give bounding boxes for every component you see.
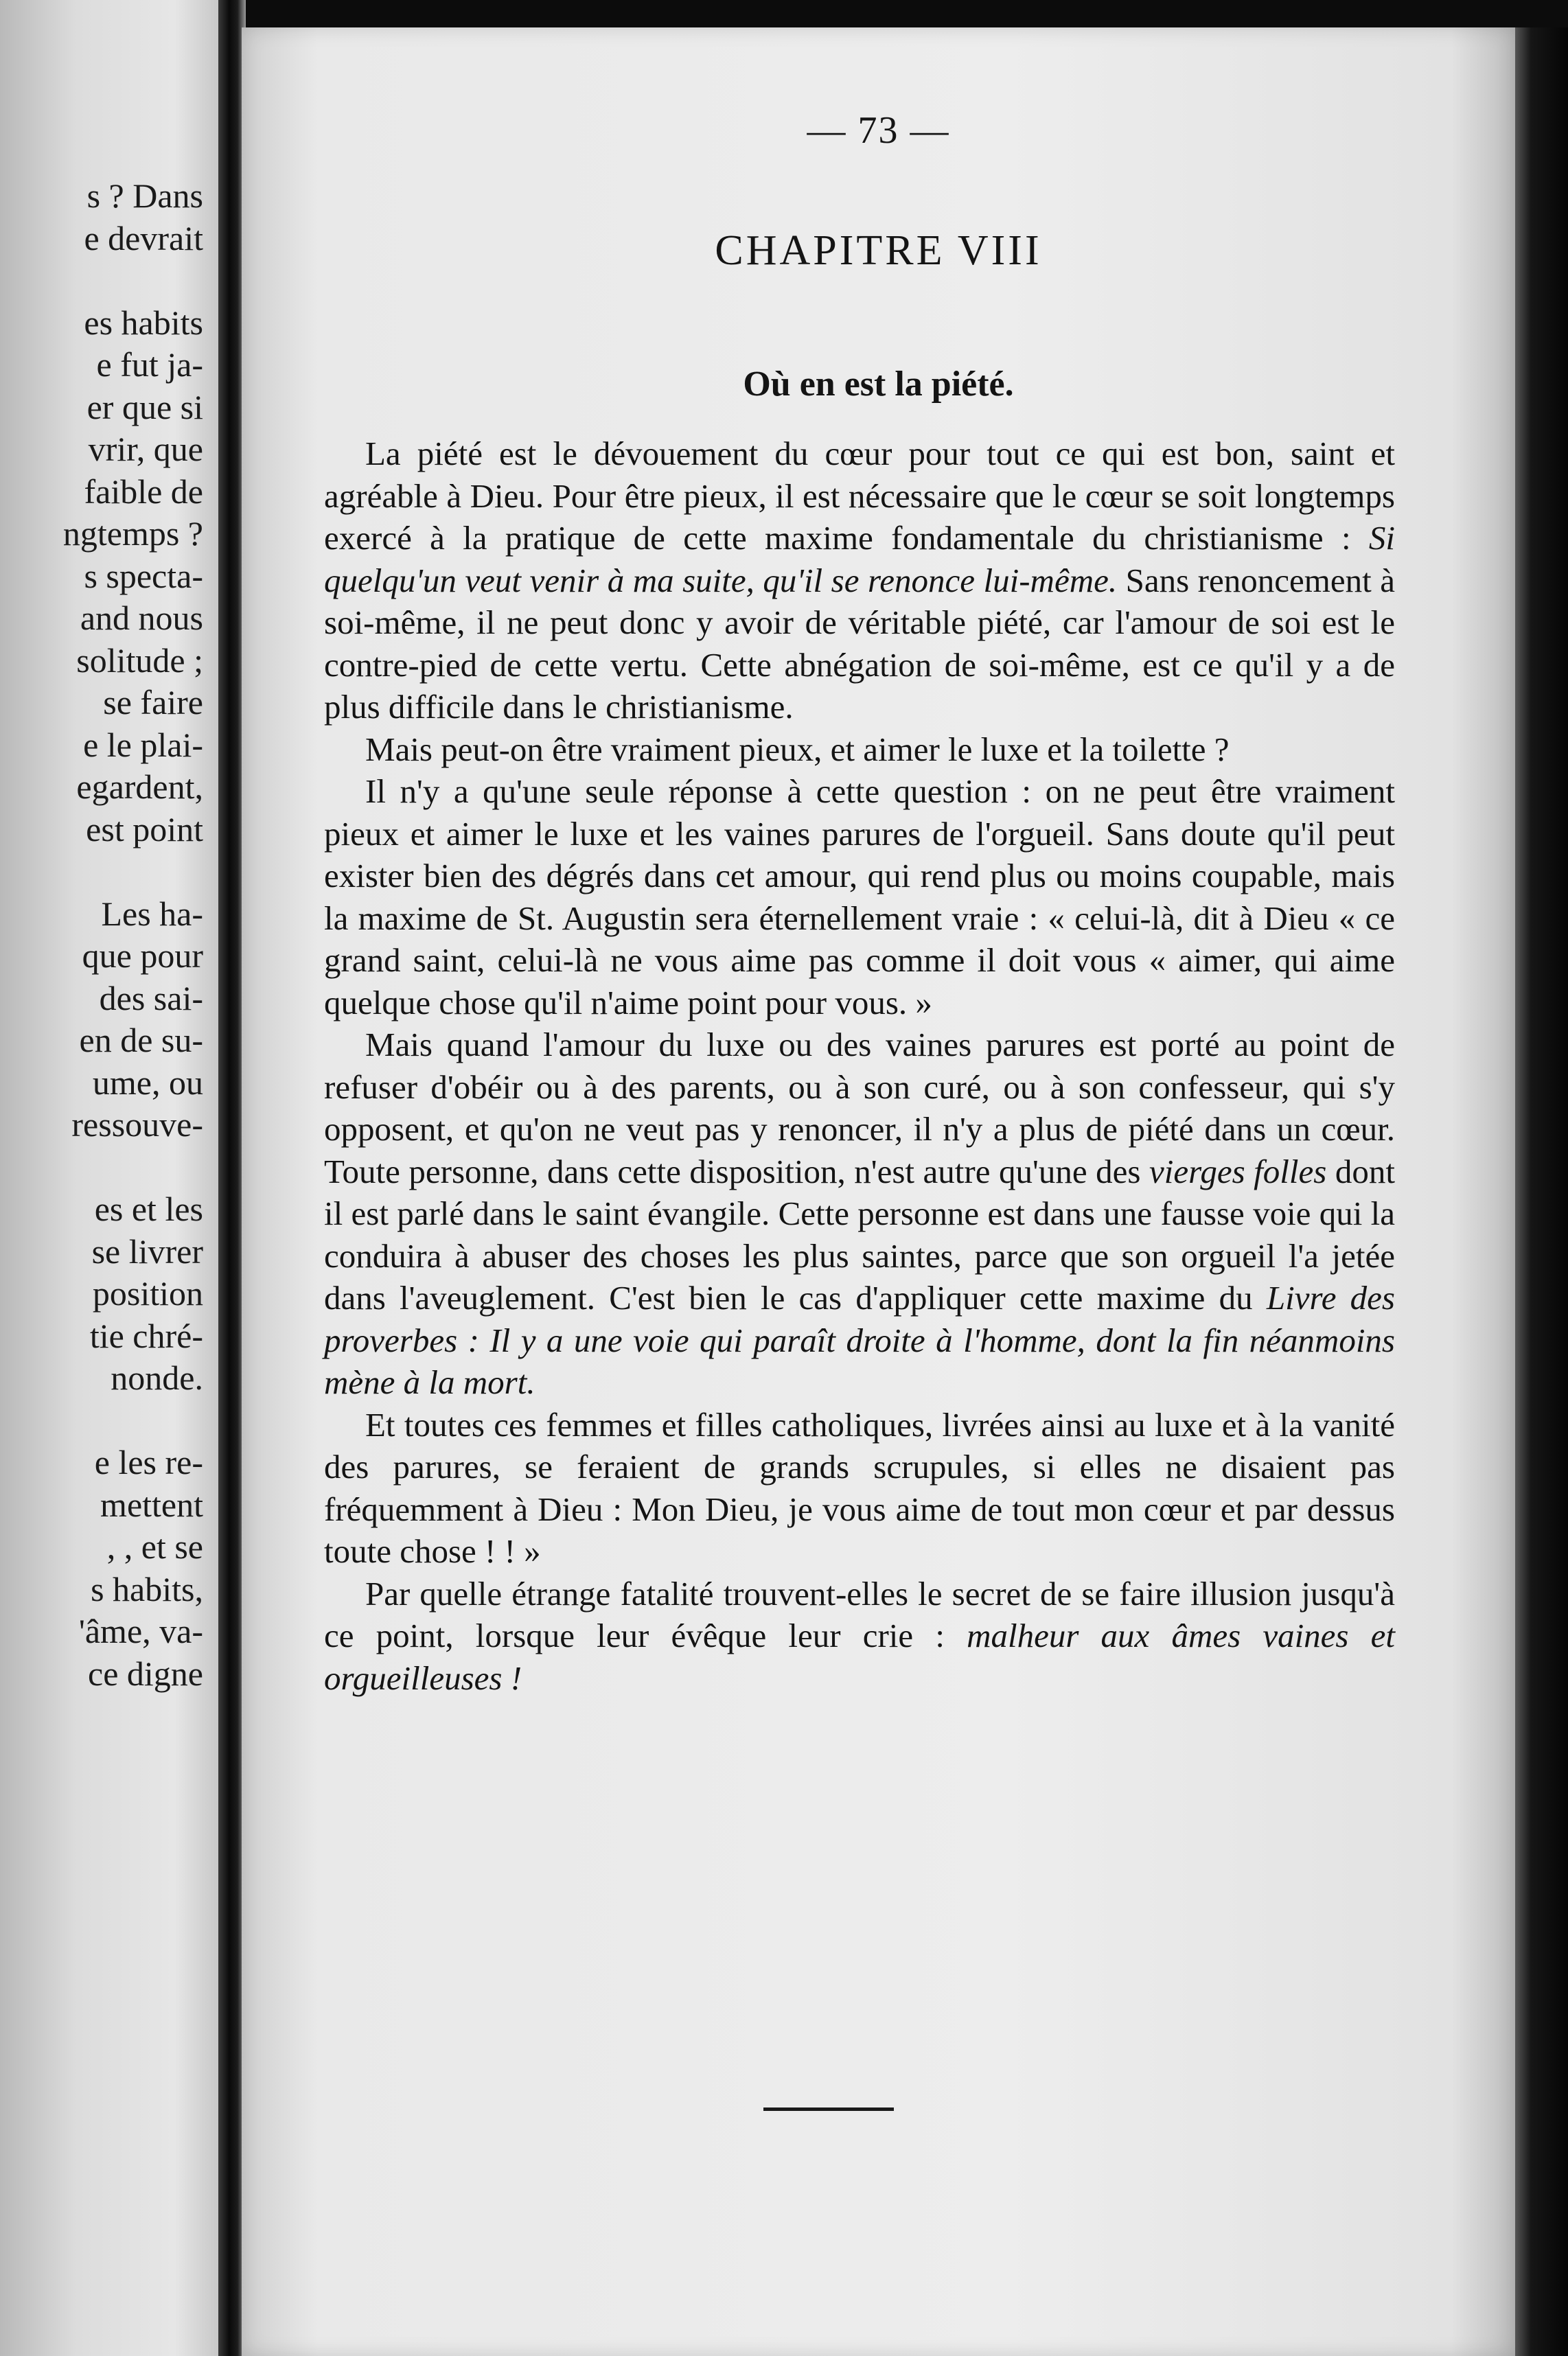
left-page-line: s ? Dans xyxy=(87,176,203,215)
left-page-line: Les ha- xyxy=(101,894,203,933)
paragraph-2: Mais peut-on être vraiment pieux, et aimer le luxe et la toilette ? xyxy=(365,730,1230,768)
left-page-line: er que si xyxy=(87,387,203,426)
paragraph-1: La piété est le dévouement du cœur pour tout ce qui est bon, saint et agréable à Dieu. Pour être pieux, il est nécessaire que le cœur se soit longtemps exercé à la pratique de cette maxime fondamentale du christianisme : Si quelqu'un veut venir à ma suite, qu'il se renonce lui-même. Sans renoncement à soi-même, il ne peut donc y avoir de véritable piété, car l'amour de soi est le contre-pied de cette vertu. Cette abnégation de soi-même, est ce qu'il y a de plus difficile dans le christianisme. xyxy=(324,435,1395,726)
left-page-line: ume, ou xyxy=(92,1063,203,1102)
section-title: Où en est la piété. xyxy=(743,365,1014,404)
left-facing-page xyxy=(0,0,218,2356)
left-page-line: vrir, que xyxy=(88,430,203,468)
left-page-line: en de su- xyxy=(79,1021,203,1059)
right-edge-shadow xyxy=(1515,27,1568,2356)
left-page-line: e les re- xyxy=(94,1443,203,1481)
left-page-line: solitude ; xyxy=(76,640,203,680)
left-page-line: ce digne xyxy=(88,1654,203,1693)
left-page-line: mettent xyxy=(100,1485,203,1524)
left-page-line: egardent, xyxy=(76,767,203,806)
left-page-line: es habits xyxy=(84,303,203,342)
left-page-line: and nous xyxy=(80,599,203,637)
left-page-line: s specta- xyxy=(84,556,203,595)
left-page-line: e devrait xyxy=(84,218,203,257)
end-rule xyxy=(763,2107,894,2111)
paragraph-3: Il n'y a qu'une seule réponse à cette question : on ne peut être vraiment pieux et aimer le luxe et les vaines parures de l'orgueil. Sans doute qu'il peut exister bien des dégrés dans cet amour, qui rend plus ou moins coupable, mais la maxime de St. Augustin sera éternellement vraie : « celui-là, dit à Dieu « ce grand saint, celui-là ne vous aime pas comme il doit vous « aimer, qui aime quelque chose qu'il n'aime point pour vous. » xyxy=(324,772,1395,1021)
left-page-line: que pour xyxy=(82,936,203,975)
left-page-line: est point xyxy=(86,809,203,848)
left-page-line: nonde. xyxy=(111,1359,203,1397)
paragraph-5: Et toutes ces femmes et filles catholiques, livrées ainsi au luxe et à la vanité des parures, se feraient de grands scrupules, si elles ne disaient pas fréquemment à Dieu : Mon Dieu, je vous aime de tout mon cœur et par dessus toute chose ! ! » xyxy=(324,1405,1395,1570)
left-page-line: se faire xyxy=(103,683,203,721)
paragraph-4: Mais quand l'amour du luxe ou des vaines parures est porté au point de refuser d'obéir ou à des parents, ou à son curé, ou à son confesseur, qui s'y opposent, et qu'on ne veut pas y renoncer, il n'y a plus de piété dans un cœur. Toute personne, dans cette disposition, n'est autre qu'une des vierges folles dont il est parlé dans le saint évangile. Cette personne est dans une fausse voie qui la conduira à abuser des choses les plus saintes, parce que son orgueil l'a jetée dans l'aveuglement. C'est bien le cas d'appliquer cette maxime du Livre des proverbes : Il y a une voie qui paraît droite à l'homme, dont la fin néanmoins mène à la mort. xyxy=(324,1026,1395,1401)
left-page-line: ressouve- xyxy=(71,1105,203,1144)
left-page-line: des sai- xyxy=(99,978,203,1017)
left-page-line: tie chré- xyxy=(89,1316,203,1355)
right-page xyxy=(242,27,1515,2356)
left-page-line: position xyxy=(92,1274,203,1313)
page-number: — 73 — xyxy=(807,109,950,152)
left-page-line: ngtemps ? xyxy=(62,514,203,553)
left-page-line: es et les xyxy=(94,1190,203,1228)
left-page-line: se livrer xyxy=(91,1232,203,1271)
left-page-line: 'âme, va- xyxy=(78,1612,203,1650)
left-page-line: e fut ja- xyxy=(96,345,203,384)
left-page-line: s habits, xyxy=(91,1569,203,1608)
paragraph-6: Par quelle étrange fatalité trouvent-elles le secret de se faire illusion jusqu'à ce point, lorsque leur évêque leur crie : malheur aux âmes vaines et orgueilleuses ! xyxy=(324,1574,1396,1697)
left-page-line: e le plai- xyxy=(83,725,203,764)
left-page-line: , , et se xyxy=(106,1527,203,1566)
body-text xyxy=(324,432,1395,1699)
left-page-line: faible de xyxy=(84,472,203,511)
chapter-title: CHAPITRE VIII xyxy=(715,227,1042,274)
